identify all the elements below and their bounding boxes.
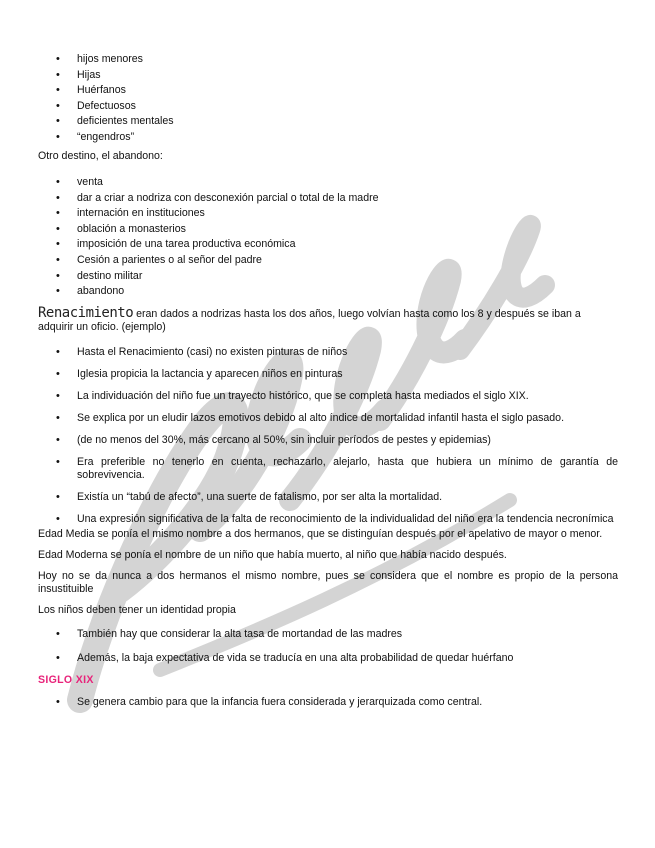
renacimiento-heading: Renacimiento: [38, 305, 134, 322]
list-item: • Hijas: [38, 69, 618, 82]
list-item: • También hay que considerar la alta tasa de mortandad de las madres: [38, 628, 618, 641]
list-item: • internación en instituciones: [38, 207, 618, 220]
list-item: • dar a criar a nodriza con desconexión parcial o total de la madre: [38, 192, 618, 205]
hoy-paragraph: Hoy no se da nunca a dos hermanos el mismo nombre, pues se considera que el nombre es propio de la persona insustituible: [38, 570, 618, 596]
list-item: • venta: [38, 176, 618, 189]
list-renacimiento: [38, 346, 618, 526]
list-item: • (de no menos del 30%, más cercano al 50%, sin incluir períodos de pestes y epidemias): [38, 434, 618, 447]
list-item: • Era preferible no tenerlo en cuenta, rechazarlo, alejarlo, hasta que hubiera un mínimo de garantía de sobrevivencia.: [38, 456, 618, 482]
list-item: • deficientes mentales: [38, 115, 618, 128]
list-item: • Existía un “tabú de afecto”, una suerte de fatalismo, por ser alta la mortalidad.: [38, 491, 618, 504]
list-first: [38, 53, 618, 144]
list-item: • oblación a monasterios: [38, 223, 618, 236]
list-item: • “engendros”: [38, 131, 618, 144]
document-body: [38, 53, 618, 718]
list-abandono: [38, 176, 618, 298]
renacimiento-text: eran dados a nodrizas hasta los dos años, luego volvían hasta como los 8 y después se iban a adquirir un oficio. (ejemplo): [38, 308, 581, 334]
list-siglo-xix: [38, 696, 618, 709]
list-item: • Hasta el Renacimiento (casi) no existen pinturas de niños: [38, 346, 618, 359]
list-item: • Se genera cambio para que la infancia fuera considerada y jerarquizada como central.: [38, 696, 618, 709]
list-item: • Huérfanos: [38, 84, 618, 97]
list-item: • Defectuosos: [38, 100, 618, 113]
renacimiento-paragraph: [38, 307, 618, 334]
list-item: • hijos menores: [38, 53, 618, 66]
list-item: • abandono: [38, 285, 618, 298]
siglo-xix-heading: SIGLO XIX: [38, 674, 94, 687]
list-item: • Cesión a parientes o al señor del padre: [38, 254, 618, 267]
list-item: • imposición de una tarea productiva económica: [38, 238, 618, 251]
list-item: • La individuación del niño fue un trayecto histórico, que se completa hasta mediados el siglo XIX.: [38, 390, 618, 403]
list-item: • Iglesia propicia la lactancia y aparecen niños en pinturas: [38, 368, 618, 381]
edad-media-paragraph: Edad Media se ponía el mismo nombre a dos hermanos, que se distinguían después por el apelativo de mayor o menor.: [38, 528, 603, 541]
list-item: • Se explica por un eludir lazos emotivos debido al alto índice de mortalidad infantil hasta el siglo pasado.: [38, 412, 618, 425]
edad-moderna-paragraph: Edad Moderna se ponía el nombre de un niño que había muerto, al niño que había nacido después.: [38, 549, 507, 562]
list-item: • Una expresión significativa de la falta de reconocimiento de la individualidad del niño era la tendencia necronímica: [38, 513, 618, 526]
identidad-paragraph: Los niños deben tener un identidad propia: [38, 604, 236, 617]
list-mortandad: [38, 628, 618, 665]
list-item: • Además, la baja expectativa de vida se traducía en una alta probabilidad de quedar huérfano: [38, 652, 618, 665]
otro-destino-heading: Otro destino, el abandono:: [38, 149, 163, 162]
list-item: • destino militar: [38, 270, 618, 283]
